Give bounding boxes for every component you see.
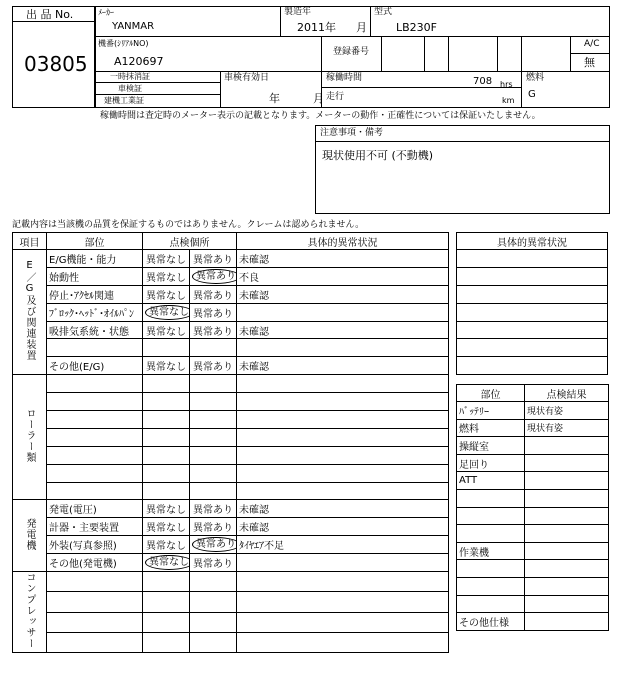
result-row xyxy=(457,613,609,631)
check-normal xyxy=(143,250,190,268)
check-abnormal xyxy=(190,482,237,500)
check-abnormal xyxy=(190,572,237,592)
part-cell xyxy=(47,572,143,592)
result-value-cell: 現状有姿 xyxy=(525,419,609,437)
abnormal-option: 異常あり xyxy=(193,505,233,517)
result-header-part: 部位 xyxy=(457,385,525,402)
detail-cell: ﾀｲﾔｴｱ不足 xyxy=(237,536,449,554)
table-row xyxy=(13,446,449,464)
check-abnormal xyxy=(190,375,237,393)
reg-label: 登録番号 xyxy=(333,47,370,57)
check-abnormal xyxy=(190,250,237,268)
check-normal xyxy=(143,411,190,429)
table-row xyxy=(13,321,449,339)
result-part-cell xyxy=(457,525,525,543)
part-cell xyxy=(47,411,143,429)
part-cell xyxy=(47,612,143,632)
check-normal xyxy=(143,482,190,500)
table-row xyxy=(13,375,449,393)
result-row xyxy=(457,560,609,578)
detail-blank-cell xyxy=(457,250,608,268)
normal-option: 異常なし xyxy=(146,541,186,553)
check-abnormal xyxy=(190,321,237,339)
result-value-cell xyxy=(525,454,609,472)
check-normal xyxy=(143,393,190,411)
check-abnormal xyxy=(190,464,237,482)
normal-option: 異常なし xyxy=(146,523,186,535)
normal-option: 異常なし xyxy=(146,326,186,338)
check-abnormal xyxy=(190,357,237,375)
result-value-cell xyxy=(525,472,609,490)
ac-label: A/C xyxy=(584,39,600,49)
result-part-cell: 足回り xyxy=(457,454,525,472)
result-value-cell xyxy=(525,525,609,543)
check-normal xyxy=(143,267,190,285)
header-check: 点検個所 xyxy=(143,233,237,250)
detail-cell xyxy=(237,428,449,446)
detail-blank-cell xyxy=(457,285,608,303)
part-cell xyxy=(47,393,143,411)
km-unit: km xyxy=(502,96,515,105)
hours-value: 708 xyxy=(473,76,493,87)
detail-blank-cell xyxy=(457,357,608,375)
detail-cell xyxy=(237,303,449,321)
header-item: 項目 xyxy=(13,233,47,250)
check-abnormal xyxy=(190,267,237,285)
part-cell: その他(発電機) xyxy=(47,554,143,572)
result-row xyxy=(457,437,609,455)
serial-label: 機番(ｼﾘｱﾙNO) xyxy=(98,39,149,48)
detail-blank-cell xyxy=(457,339,608,357)
group-label-text: ローラー類 xyxy=(24,408,35,464)
check-abnormal xyxy=(190,393,237,411)
result-value-cell xyxy=(525,560,609,578)
abnormal-option: 異常あり xyxy=(193,290,233,302)
disclaimer: 記載内容は当該機の品質を保証するものではありません。クレームは認められません。 xyxy=(12,220,365,230)
maker-value: YANMAR xyxy=(112,21,155,32)
normal-option: 異常なし xyxy=(146,272,186,284)
work-cert-label: 建機工業証 xyxy=(104,96,144,105)
detail-cell: 未確認 xyxy=(237,285,449,303)
result-row xyxy=(457,489,609,507)
table-header-row xyxy=(13,233,449,250)
detail-cell xyxy=(237,375,449,393)
check-normal xyxy=(143,554,190,572)
abnormal-option: 異常あり xyxy=(192,537,237,552)
detail-cell xyxy=(237,411,449,429)
table-row xyxy=(13,554,449,572)
hours-notice: 稼働時間は査定時のメーター表示の記載となります。メーターの動作・正確性については保証いたしません。 xyxy=(100,111,541,121)
part-cell xyxy=(47,592,143,612)
check-abnormal xyxy=(190,428,237,446)
table-row xyxy=(13,482,449,500)
group-label-text: コンプレッサー xyxy=(24,572,35,650)
check-normal xyxy=(143,592,190,612)
model-value: LB230F xyxy=(396,21,437,34)
detail-cell xyxy=(237,339,449,357)
result-value-cell: 現状有姿 xyxy=(525,402,609,420)
check-normal xyxy=(143,572,190,592)
detail-cell xyxy=(237,464,449,482)
normal-option: 異常なし xyxy=(146,290,186,302)
year-label: 製造年 xyxy=(284,7,312,17)
detail-blank-cell xyxy=(457,267,608,285)
table-row xyxy=(13,572,449,592)
detail-row xyxy=(457,321,608,339)
check-normal xyxy=(143,321,190,339)
part-cell xyxy=(47,632,143,652)
detail-row xyxy=(457,339,608,357)
lot-label: 出 品 No. xyxy=(26,8,74,21)
header-detail: 具体的異常状況 xyxy=(237,233,449,250)
result-row xyxy=(457,542,609,560)
table-row xyxy=(13,592,449,612)
check-abnormal xyxy=(190,612,237,632)
result-value-cell xyxy=(525,507,609,525)
table-row xyxy=(13,464,449,482)
remarks-box xyxy=(315,125,610,214)
detail-header-row xyxy=(457,233,608,250)
result-part-cell xyxy=(457,507,525,525)
abnormal-option: 異常あり xyxy=(193,326,233,338)
group-label xyxy=(13,500,47,572)
table-row xyxy=(13,393,449,411)
fuel-label: 燃料 xyxy=(526,73,545,83)
check-normal xyxy=(143,446,190,464)
result-part-cell: その他仕様 xyxy=(457,613,525,631)
result-part-cell: 燃料 xyxy=(457,419,525,437)
abnormal-option: 異常あり xyxy=(193,254,233,266)
check-abnormal xyxy=(190,518,237,536)
maker-label: ﾒｰｶｰ xyxy=(98,8,114,17)
insp-year-unit: 年 xyxy=(269,92,280,105)
distance-label: 走行 xyxy=(326,92,345,102)
check-normal xyxy=(143,500,190,518)
result-part-cell xyxy=(457,577,525,595)
check-abnormal xyxy=(190,536,237,554)
check-abnormal xyxy=(190,411,237,429)
table-row xyxy=(13,518,449,536)
detail-cell xyxy=(237,482,449,500)
result-header-result: 点検結果 xyxy=(525,385,609,402)
detail-row xyxy=(457,357,608,375)
check-normal xyxy=(143,518,190,536)
group-label xyxy=(13,250,47,375)
detail-cell: 未確認 xyxy=(237,321,449,339)
ac-value: 無 xyxy=(584,56,595,69)
part-cell: その他(E/G) xyxy=(47,357,143,375)
result-row xyxy=(457,419,609,437)
part-cell: 発電(電圧) xyxy=(47,500,143,518)
header-part: 部位 xyxy=(47,233,143,250)
abnormal-option: 異常あり xyxy=(193,308,233,320)
inspection-label: 車検有効日 xyxy=(224,73,270,83)
check-normal xyxy=(143,303,190,321)
result-value-cell xyxy=(525,437,609,455)
part-cell: 停止･ｱｸｾﾙ関連 xyxy=(47,285,143,303)
abnormal-option: 異常あり xyxy=(193,362,233,374)
detail-blank-cell xyxy=(457,303,608,321)
table-row xyxy=(13,612,449,632)
check-abnormal xyxy=(190,303,237,321)
lot-number: 03805 xyxy=(24,52,88,76)
insp-month-unit: 月 xyxy=(313,92,324,105)
detail-row xyxy=(457,267,608,285)
table-row xyxy=(13,250,449,268)
result-row xyxy=(457,402,609,420)
check-normal xyxy=(143,357,190,375)
model-label: 型式 xyxy=(374,7,393,17)
part-cell: E/G機能・能力 xyxy=(47,250,143,268)
normal-option: 異常なし xyxy=(145,305,190,320)
temp-cert-label: 一時抹消証 xyxy=(110,72,150,81)
table-row xyxy=(13,285,449,303)
abnormal-option: 異常あり xyxy=(192,269,237,284)
check-abnormal xyxy=(190,592,237,612)
result-row xyxy=(457,595,609,613)
result-row xyxy=(457,577,609,595)
detail-blank-cell xyxy=(457,321,608,339)
check-abnormal xyxy=(190,446,237,464)
normal-option: 異常なし xyxy=(146,362,186,374)
detail-cell xyxy=(237,554,449,572)
table-row xyxy=(13,339,449,357)
result-part-cell: 操縦室 xyxy=(457,437,525,455)
check-normal xyxy=(143,536,190,554)
detail-cell: 未確認 xyxy=(237,500,449,518)
detail-cell xyxy=(237,592,449,612)
result-row xyxy=(457,472,609,490)
detail-row xyxy=(457,303,608,321)
part-cell: 外装(写真参照) xyxy=(47,536,143,554)
result-value-cell xyxy=(525,577,609,595)
normal-option: 異常なし xyxy=(146,254,186,266)
group-label xyxy=(13,572,47,653)
result-row xyxy=(457,454,609,472)
table-row xyxy=(13,536,449,554)
abnormal-option: 異常あり xyxy=(193,523,233,535)
check-abnormal xyxy=(190,554,237,572)
table-row xyxy=(13,303,449,321)
part-cell xyxy=(47,339,143,357)
part-cell: ﾌﾞﾛｯｸ･ﾍｯﾄﾞ･ｵｲﾙﾊﾟﾝ xyxy=(47,303,143,321)
part-cell: 吸排気系統・状態 xyxy=(47,321,143,339)
result-value-cell xyxy=(525,613,609,631)
table-row xyxy=(13,428,449,446)
detail-cell: 未確認 xyxy=(237,250,449,268)
check-normal xyxy=(143,339,190,357)
detail-cell xyxy=(237,632,449,652)
table-row xyxy=(13,357,449,375)
group-label-text: 発電機 xyxy=(24,517,35,551)
result-part-cell xyxy=(457,595,525,613)
part-cell xyxy=(47,428,143,446)
detail-side-table xyxy=(456,232,608,375)
detail-cell xyxy=(237,446,449,464)
remarks-label: 注意事項・備考 xyxy=(320,128,384,138)
result-part-cell: ATT xyxy=(457,472,525,490)
inspection-table xyxy=(12,232,449,653)
result-table xyxy=(456,384,609,631)
table-row xyxy=(13,267,449,285)
table-row xyxy=(13,632,449,652)
fuel-value: G xyxy=(528,89,536,100)
detail-row xyxy=(457,250,608,268)
table-row xyxy=(13,500,449,518)
detail-cell: 未確認 xyxy=(237,357,449,375)
check-normal xyxy=(143,612,190,632)
serial-value: A120697 xyxy=(114,55,164,68)
table-row xyxy=(13,411,449,429)
part-cell: 始動性 xyxy=(47,267,143,285)
check-abnormal xyxy=(190,500,237,518)
remarks-text: 現状使用不可 (不動機) xyxy=(322,149,434,162)
result-row xyxy=(457,507,609,525)
check-normal xyxy=(143,464,190,482)
check-normal xyxy=(143,428,190,446)
part-cell xyxy=(47,482,143,500)
normal-option: 異常なし xyxy=(145,555,190,570)
part-cell xyxy=(47,446,143,464)
result-part-cell: 作業機 xyxy=(457,542,525,560)
check-normal xyxy=(143,632,190,652)
detail-cell: 未確認 xyxy=(237,518,449,536)
check-abnormal xyxy=(190,285,237,303)
result-value-cell xyxy=(525,595,609,613)
check-abnormal xyxy=(190,339,237,357)
result-header-row xyxy=(457,385,609,402)
result-value-cell xyxy=(525,489,609,507)
month-unit: 月 xyxy=(356,21,367,34)
year-value: 2011 xyxy=(297,21,325,34)
result-part-cell: ﾊﾞｯﾃﾘｰ xyxy=(457,402,525,420)
result-part-cell xyxy=(457,560,525,578)
year-unit: 年 xyxy=(325,21,336,34)
detail-cell xyxy=(237,612,449,632)
group-label-text: E／G及び関連装置 xyxy=(24,260,35,362)
result-row xyxy=(457,525,609,543)
detail-header: 具体的異常状況 xyxy=(457,233,608,250)
detail-cell: 不良 xyxy=(237,267,449,285)
check-abnormal xyxy=(190,632,237,652)
result-value-cell xyxy=(525,542,609,560)
normal-option: 異常なし xyxy=(146,505,186,517)
hours-unit: hrs xyxy=(500,80,513,89)
result-part-cell xyxy=(457,489,525,507)
check-normal xyxy=(143,285,190,303)
part-cell xyxy=(47,375,143,393)
part-cell xyxy=(47,464,143,482)
hours-label: 稼働時間 xyxy=(326,73,363,83)
abnormal-option: 異常あり xyxy=(193,559,233,571)
detail-row xyxy=(457,285,608,303)
part-cell: 計器・主要装置 xyxy=(47,518,143,536)
detail-cell xyxy=(237,572,449,592)
detail-cell xyxy=(237,393,449,411)
group-label xyxy=(13,375,47,500)
vehicle-cert-label: 車検証 xyxy=(118,84,142,93)
check-normal xyxy=(143,375,190,393)
